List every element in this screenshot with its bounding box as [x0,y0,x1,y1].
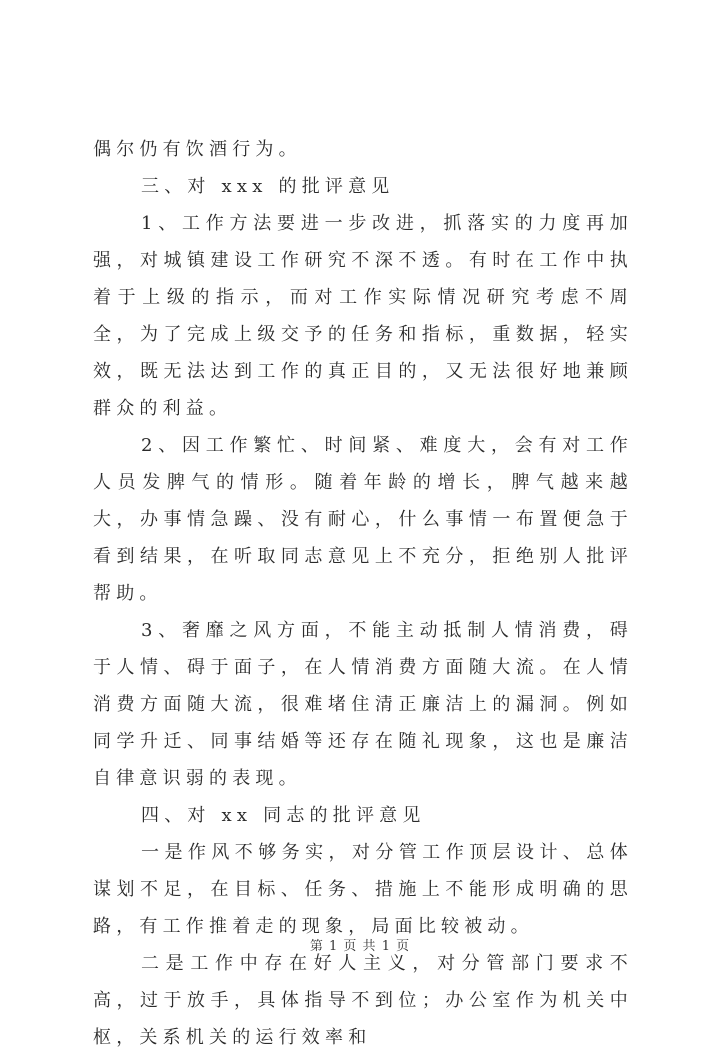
section-heading-4: 四、对 xx 同志的批评意见 [141,805,426,826]
paragraph-item-1: 1、工作方法要进一步改进，抓落实的力度再加强，对城镇建设工作研究不深不透。有时在工作中执着于上级的指示，而对工作实际情况研究考虑不周全，为了完成上级交予的任务和指标，重数据，轻实效，既无法达到工作的真正目的，又无法很好地兼顾群众的利益。 [93,213,633,419]
paragraph-item-2: 2、因工作繁忙、时间紧、难度大，会有对工作人员发脾气的情形。随着年龄的增长，脾气越来越大，办事情急躁、没有耐心，什么事情一布置便急于看到结果，在听取同志意见上不充分，拒绝别人批评帮助。 [93,435,633,604]
document-body [93,131,633,1056]
page-number-footer: 第 1 页 共 1 页 [309,939,411,954]
paragraph-continuation: 偶尔仍有饮酒行为。 [93,139,302,160]
paragraph-item-3: 3、奢靡之风方面，不能主动抵制人情消费，碍于人情、碍于面子，在人情消费方面随大流。在人情消费方面随大流，很难堵住清正廉洁上的漏洞。例如同学升迁、同事结婚等还存在随礼现象，这也是廉洁自律意识弱的表现。 [93,620,633,789]
section-heading-3: 三、对 xxx 的批评意见 [141,176,395,197]
paragraph-point-2: 二是工作中存在好人主义，对分管部门要求不高，过于放手，具体指导不到位；办公室作为机关中枢，关系机关的运行效率和 [93,953,633,1048]
paragraph-point-1: 一是作风不够务实，对分管工作顶层设计、总体谋划不足，在目标、任务、措施上不能形成明确的思路，有工作推着走的现象，局面比较被动。 [93,842,633,937]
